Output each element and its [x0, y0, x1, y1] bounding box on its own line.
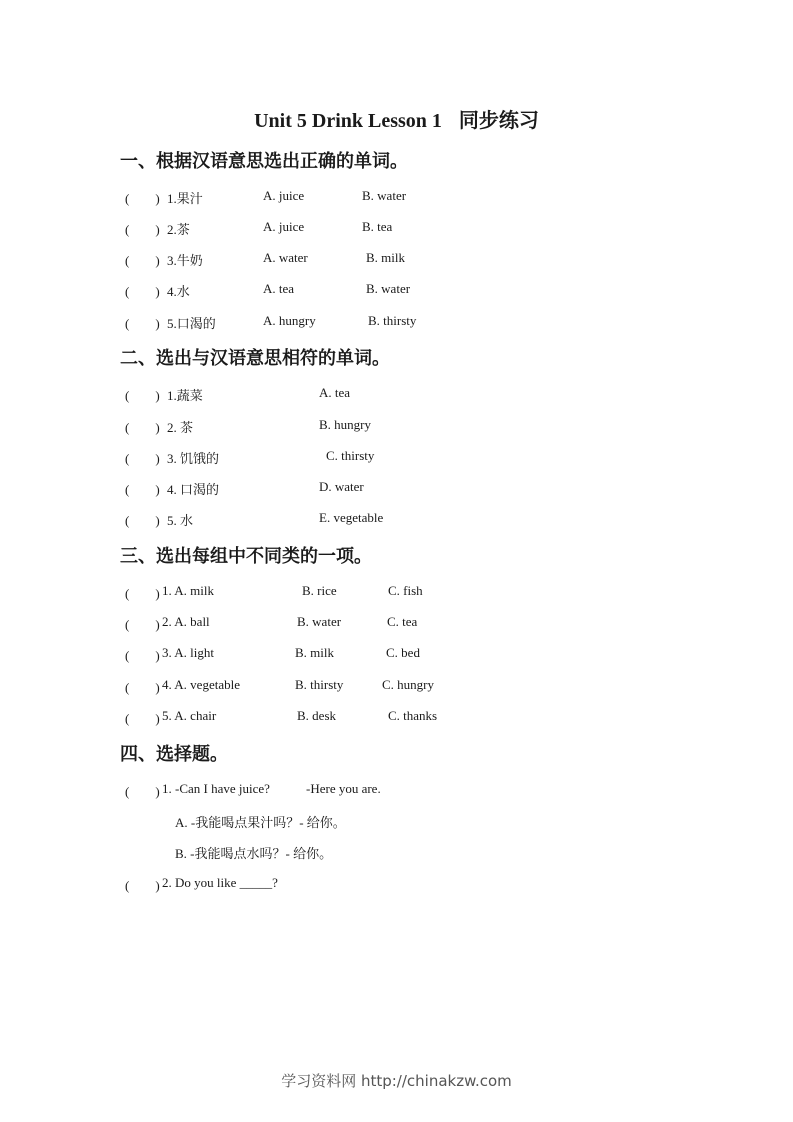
paren: ( ) [125, 222, 160, 237]
option-b: B. water [366, 281, 411, 296]
paren: ( ) [125, 420, 160, 435]
paren: ( ) [125, 617, 160, 632]
question-text: 1. -Can I have juice? [162, 781, 270, 796]
option: B. hungry [319, 417, 371, 432]
item-number: 2. 茶 [167, 420, 194, 435]
item-number: 4. A. vegetable [162, 677, 240, 692]
question-answer: -Here you are. [306, 781, 381, 796]
option: C. thirsty [326, 448, 375, 463]
section-2-heading: 二、选出与汉语意思相符的单词。 [120, 348, 390, 369]
paren: ( ) [125, 648, 160, 663]
option-b: B. thirsty [295, 677, 344, 692]
paren: ( ) [125, 680, 160, 695]
paren: ( ) [125, 253, 160, 268]
item-number: 4.水 [167, 284, 190, 299]
footer-watermark: 学习资料网 http://chinakzw.com [281, 1072, 512, 1090]
item-number: 5.口渴的 [167, 316, 216, 331]
paren: ( ) [125, 711, 160, 726]
option: A. tea [319, 385, 351, 400]
option-a: A. juice [263, 219, 305, 234]
option-b: B. rice [302, 583, 337, 598]
option-c: C. tea [387, 614, 418, 629]
paren: ( ) [125, 513, 160, 528]
item-number: 5. A. chair [162, 708, 217, 723]
item-number: 3.牛奶 [167, 253, 203, 268]
paren: ( ) [125, 191, 160, 206]
item-number: 1. A. milk [162, 583, 215, 598]
paren: ( ) [125, 784, 160, 799]
section-3-heading: 三、选出每组中不同类的一项。 [120, 546, 372, 567]
paren: ( ) [125, 482, 160, 497]
paren: ( ) [125, 388, 160, 403]
item-number: 1.蔬菜 [167, 388, 203, 403]
option-b: B. water [362, 188, 407, 203]
option-a: A. tea [263, 281, 295, 296]
option-a: A. water [263, 250, 308, 265]
item-number: 4. 口渴的 [167, 482, 220, 497]
section-1-heading: 一、根据汉语意思选出正确的单词。 [120, 151, 408, 172]
paren: ( ) [125, 878, 160, 893]
page-title [0, 104, 793, 133]
question-text: 2. Do you like _____? [162, 875, 278, 890]
title-english: Unit 5 Drink Lesson 1 [254, 110, 442, 132]
option-c: C. hungry [382, 677, 434, 692]
item-number: 2. A. ball [162, 614, 210, 629]
option-b: B. milk [366, 250, 406, 265]
paren: ( ) [125, 586, 160, 601]
option-a: A. juice [263, 188, 305, 203]
item-number: 1.果汁 [167, 191, 203, 206]
option-c: C. fish [388, 583, 423, 598]
item-number: 5. 水 [167, 513, 194, 528]
paren: ( ) [125, 451, 160, 466]
option: E. vegetable [319, 510, 384, 525]
title-chinese: 同步练习 [458, 108, 539, 132]
option: D. water [319, 479, 364, 494]
option-b: B. milk [295, 645, 335, 660]
s4-q1-option-b: B. -我能喝点水吗？- 给你。 [175, 846, 333, 861]
s4-q1-option-a: A. -我能喝点果汁吗？- 给你。 [175, 815, 346, 830]
item-number: 3. 饥饿的 [167, 451, 220, 466]
paren: ( ) [125, 284, 160, 299]
option-a: A. hungry [263, 313, 316, 328]
section-4-heading: 四、选择题。 [120, 744, 228, 765]
option-b: B. tea [362, 219, 393, 234]
option-b: B. thirsty [368, 313, 417, 328]
item-number: 3. A. light [162, 645, 215, 660]
option-c: C. bed [386, 645, 420, 660]
paren: ( ) [125, 316, 160, 331]
option-b: B. water [297, 614, 342, 629]
item-number: 2.茶 [167, 222, 190, 237]
option-c: C. thanks [388, 708, 438, 723]
option-b: B. desk [297, 708, 336, 723]
